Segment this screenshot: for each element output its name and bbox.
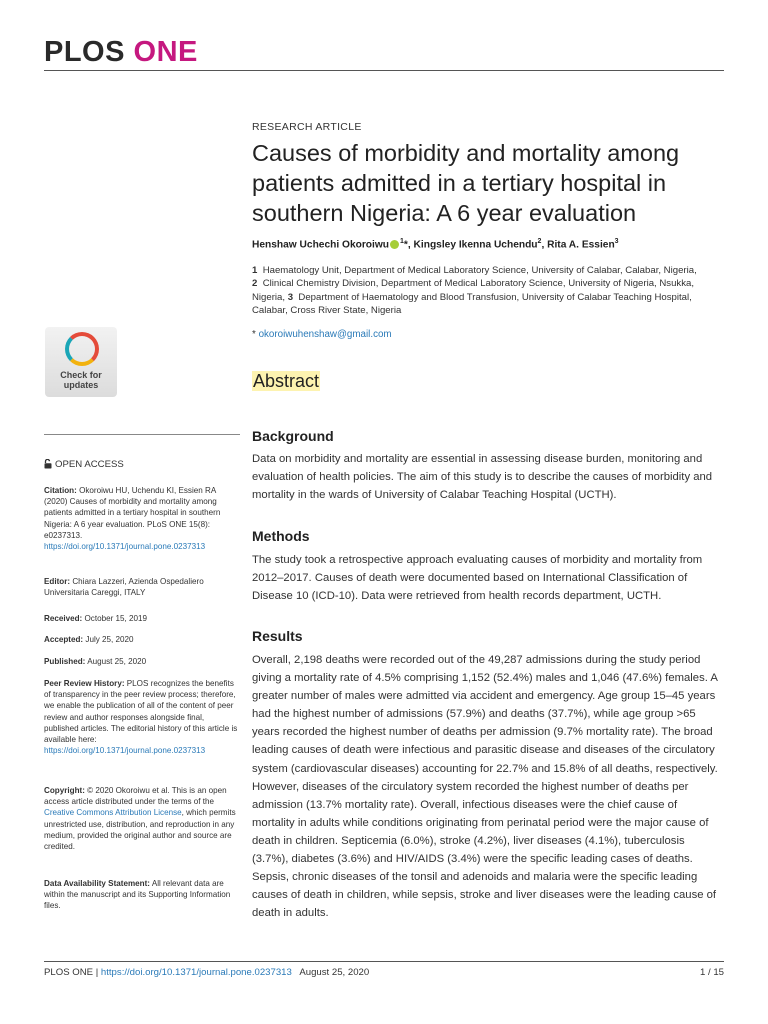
citation-text: Okoroiwu HU, Uchendu KI, Essien RA (2020) Causes of morbidity and mortality among patients admitted in a tertiary hospital in southern Nigeria: A 6 year evaluation. PLoS ONE 15(8): e0237313. bbox=[44, 486, 221, 540]
open-access-label: OPEN ACCESS bbox=[55, 459, 124, 470]
email-link[interactable]: okoroiwuhenshaw@gmail.com bbox=[258, 329, 392, 340]
accepted-label: Accepted: bbox=[44, 635, 84, 644]
received-date: October 15, 2019 bbox=[84, 614, 148, 623]
corresponding-email bbox=[252, 329, 722, 340]
copyright-text: © 2020 Okoroiwu et al. This is an open access article distributed under the terms of the bbox=[44, 786, 227, 807]
license-link[interactable]: Creative Commons Attribution License bbox=[44, 808, 182, 818]
footer-journal: PLOS ONE | bbox=[44, 967, 99, 978]
editor-label: Editor: bbox=[44, 577, 71, 586]
author-name: Rita A. Essien bbox=[547, 239, 615, 251]
author-list: Henshaw Uchechi Okoroiwu $^1$*, Kingsley Ikenna Uchendu$^2$, Rita A. Essien$^3$ bbox=[252, 238, 619, 251]
page-footer bbox=[44, 967, 724, 978]
footer-doi-link[interactable]: https://doi.org/10.1371/journal.pone.0237313 bbox=[100, 967, 292, 978]
citation-doi-link[interactable]: https://doi.org/10.1371/journal.pone.0237313 bbox=[44, 542, 206, 552]
author-name: Henshaw Uchechi Okoroiwu bbox=[252, 239, 389, 251]
header-rule bbox=[44, 70, 724, 71]
received bbox=[44, 613, 240, 624]
affiliation-text: Haematology Unit, Department of Medical Laboratory Science, University of Calabar, Calabar, Nigeria, bbox=[262, 265, 697, 276]
article-type: RESEARCH ARTICLE bbox=[252, 121, 362, 133]
published-label: Published: bbox=[44, 657, 86, 666]
received-label: Received: bbox=[44, 614, 83, 623]
affiliation-number: 2 bbox=[252, 278, 258, 290]
data-availability-text: All relevant data are within the manuscript and its Supporting Information files. bbox=[44, 879, 231, 911]
peer-review-link[interactable]: https://doi.org/10.1371/journal.pone.0237313 bbox=[44, 746, 206, 756]
abstract-heading-text: Abstract bbox=[253, 371, 320, 391]
editor-text: Chiara Lazzeri, Azienda Ospedaliero Universitaria Careggi, ITALY bbox=[44, 577, 204, 598]
open-access bbox=[44, 459, 240, 470]
author-affil-mark: 1 bbox=[400, 238, 404, 245]
results-heading: Results bbox=[252, 628, 303, 644]
author-affil-mark: 2 bbox=[537, 238, 542, 245]
copyright-label: Copyright: bbox=[44, 786, 85, 795]
published bbox=[44, 656, 240, 667]
peer-review-text: PLOS recognizes the benefits of transparency in the peer review process; therefore, we enable the publication of all of the content of peer review and author responses alongside final, published articles. The editorial history of this article is available here: bbox=[44, 679, 238, 745]
citation bbox=[44, 485, 240, 552]
published-date: August 25, 2020 bbox=[87, 657, 147, 666]
affiliations bbox=[252, 264, 722, 318]
abstract-heading bbox=[252, 371, 722, 392]
data-availability-label: Data Availability Statement: bbox=[44, 879, 150, 888]
footer-date: August 25, 2020 bbox=[299, 967, 370, 978]
affiliation-number: 3 bbox=[287, 291, 294, 303]
badge-text: Check for updates bbox=[60, 370, 102, 390]
affiliation-text: Department of Haematology and Blood Transfusion, University of Calabar Teaching Hospital, Calabar, Cross River State, Nigeria bbox=[252, 291, 692, 317]
copyright bbox=[44, 785, 240, 852]
peer-review-label: Peer Review History: bbox=[44, 679, 125, 688]
page-number: 1 / 15 bbox=[699, 967, 724, 978]
logo-one: ONE bbox=[133, 36, 198, 68]
copyright-tail: , which permits unrestricted use, distribution, and reproduction in any medium, provided the original author and source are credited. bbox=[44, 808, 236, 852]
orcid-icon[interactable] bbox=[390, 240, 399, 249]
methods-text: The study took a retrospective approach evaluating causes of morbidity and mortality from 2012–2017. Causes of death were documented based on International Classification of Disease 10 (ICD-10). Data were retrieved from health records department, UCTH. bbox=[252, 554, 703, 603]
background-text: Data on morbidity and mortality are essential in assessing disease burden, monitoring and evaluation of health policies. The aim of this study is to describe the causes of morbidity and mortality in the wards of University of Calabar Teaching Hospital (UCTH). bbox=[252, 453, 713, 502]
results-text: Overall, 2,198 deaths were recorded out of the 49,287 admissions during the study period giving a mortality rate of 4.5% comprising 1,152 (52.4%) males and 1,046 (47.6%) females. A greater number of males were admitted via accident and emergency. Age group 15–45 years had the highest number of admissions (57.9%) and deaths (37.7%), while age group >65 years recorded the highest number of deaths per admission (9.7% mortality rate). The broad leading causes of death were infectious and parasitic disease and diseases of the circulatory system (cardiovascular diseases) accounting for 22.7% and 15.8% of all deaths, respectively. However, diseases of the circulatory system recorded the highest number of deaths per admission (13.7% mortality rate). Overall, infectious diseases were the chief cause of mortality in adults while conditions originating from perinatal period were the major cause of death in children. Septicemia (6.0%), stroke (4.2%), liver diseases (4.1%), tuberculosis (3.7%), diabetes (3.6%) and HIV/AIDS (3.4%) were the specific leading cases of deaths. Sepsis, chronic diseases of the tonsil and adenoids and malaria were the specific leading causes of death in children, while sepsis, stroke and liver diseases were the leading cause of death in adults. bbox=[252, 654, 718, 920]
sidebar-rule bbox=[44, 434, 240, 435]
check-for-updates-badge[interactable] bbox=[45, 327, 117, 397]
affiliation-text: Clinical Chemistry Division, Department of Medical Laboratory Science, University of Nigeria, Nsukka, Nigeria, bbox=[252, 278, 695, 303]
corresponding-mark: * bbox=[403, 239, 408, 251]
editor bbox=[44, 576, 240, 598]
open-lock-icon bbox=[44, 459, 52, 469]
author-name: Kingsley Ikenna Uchendu bbox=[413, 239, 538, 251]
article-title: Causes of morbidity and mortality among patients admitted in a tertiary hospital in southern Nigeria: A 6 year evaluation bbox=[252, 140, 680, 226]
data-availability bbox=[44, 878, 240, 912]
background-heading: Background bbox=[252, 428, 334, 444]
methods-heading: Methods bbox=[252, 528, 310, 544]
accepted bbox=[44, 634, 240, 645]
email-star: * bbox=[252, 329, 256, 340]
accepted-date: July 25, 2020 bbox=[85, 635, 134, 644]
footer-rule bbox=[44, 961, 724, 962]
affiliation-number: 1 bbox=[252, 265, 258, 276]
crossmark-icon bbox=[65, 332, 99, 366]
author-affil-mark: 3 bbox=[614, 238, 619, 245]
logo-plos: PLOS bbox=[44, 36, 125, 68]
journal-logo[interactable] bbox=[44, 36, 198, 69]
peer-review-history bbox=[44, 678, 240, 756]
citation-label: Citation: bbox=[44, 486, 77, 495]
